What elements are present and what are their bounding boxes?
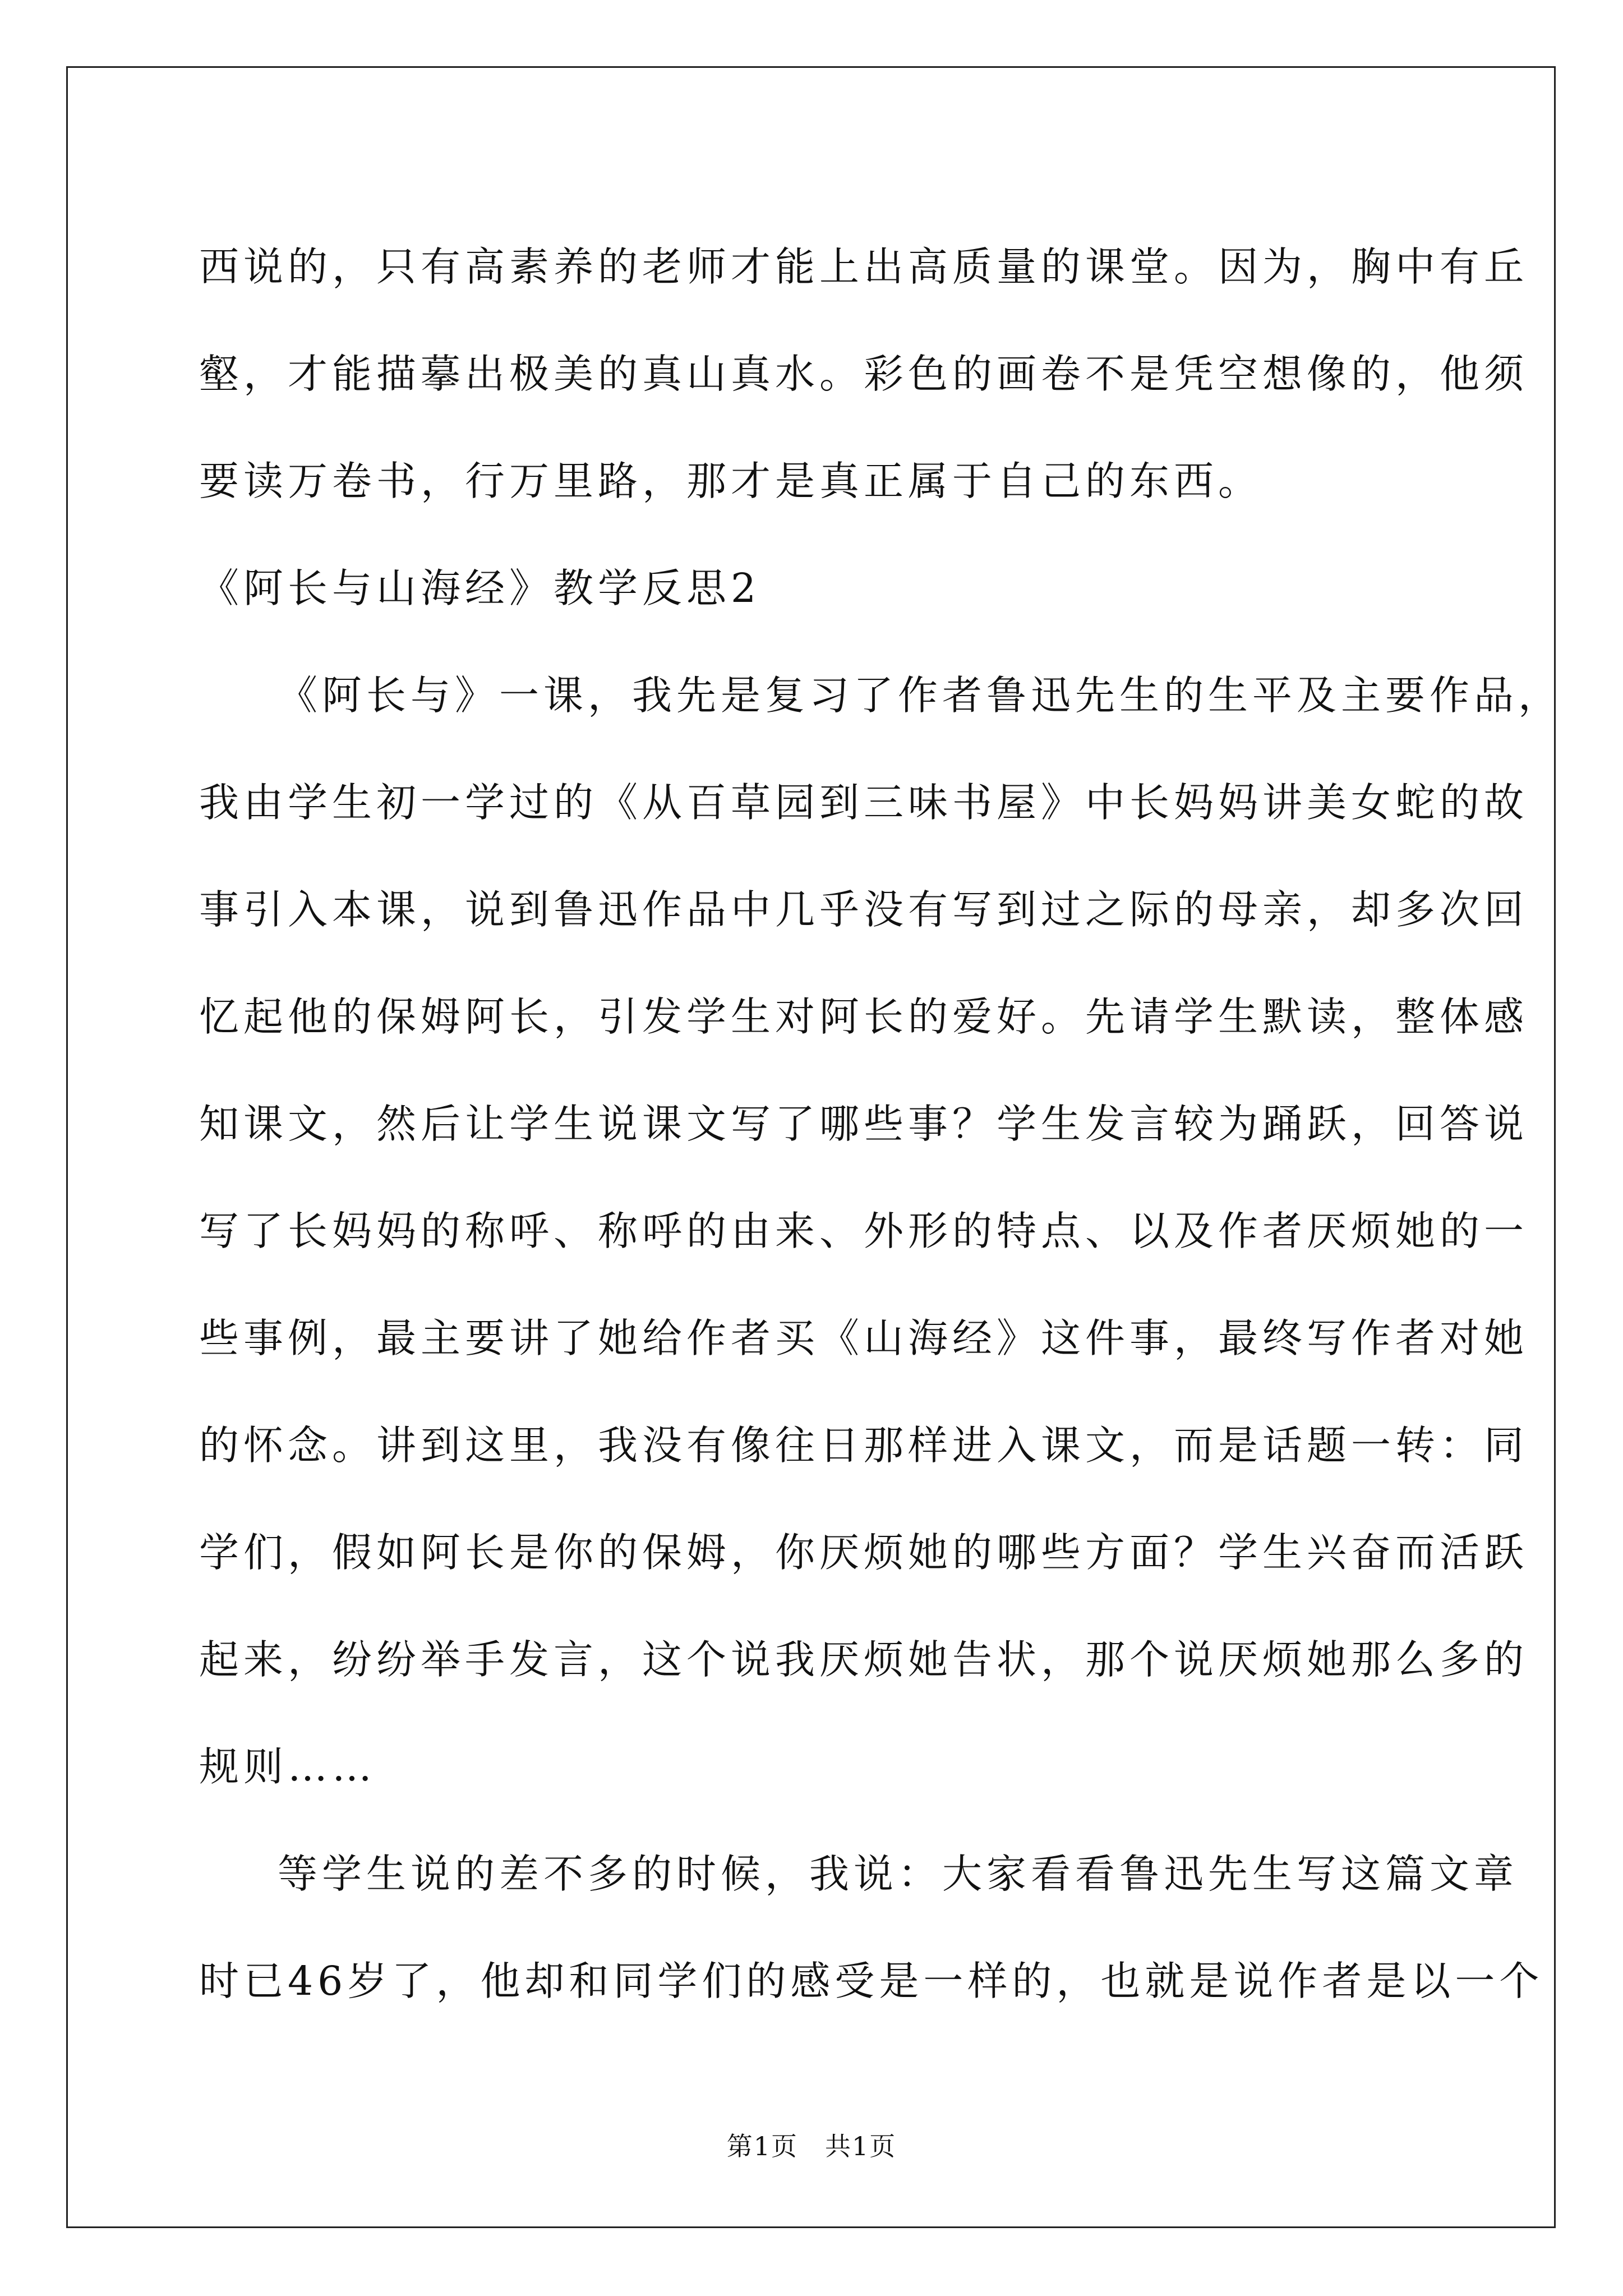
text-line: 忆起他的保姆阿长，引发学生对阿长的爱好。先请学生默读，整体感 [199, 993, 1529, 1040]
text-line: 知课文，然后让学生说课文写了哪些事？学生发言较为踊跃，回答说 [199, 1101, 1529, 1147]
text-line: 规则…… [199, 1743, 377, 1790]
section-heading: 《阿长与山海经》教学反思2 [199, 565, 761, 611]
text-line: 些事例，最主要讲了她给作者买《山海经》这件事，最终写作者对她 [199, 1315, 1529, 1361]
text-line: 的怀念。讲到这里，我没有像往日那样进入课文，而是话题一转：同 [199, 1422, 1529, 1469]
text-line: 西说的，只有高素养的老师才能上出高质量的课堂。因为，胸中有丘 [199, 243, 1529, 290]
text-line: 学们，假如阿长是你的保姆，你厌烦她的哪些方面？学生兴奋而活跃 [199, 1529, 1529, 1576]
text-line: 我由学生初一学过的《从百草园到三味书屋》中长妈妈讲美女蛇的故 [199, 779, 1529, 826]
text-line: 等学生说的差不多的时候，我说：大家看看鲁迅先生写这篇文章 [278, 1851, 1519, 1897]
text-line: 事引入本课，说到鲁迅作品中几乎没有写到过之际的母亲，却多次回 [199, 886, 1529, 933]
document-body [199, 213, 1563, 2035]
text-line: 《阿长与》一课，我先是复习了作者鲁迅先生的生平及主要作品， [278, 672, 1563, 719]
text-line: 时已46岁了，他却和同学们的感受是一样的，也就是说作者是以一个 [199, 1958, 1544, 2004]
page-number-footer: 第1页 共1页 [726, 2131, 897, 2161]
text-line: 起来，纷纷举手发言，这个说我厌烦她告状，那个说厌烦她那么多的 [199, 1636, 1529, 1683]
text-line: 写了长妈妈的称呼、称呼的由来、外形的特点、以及作者厌烦她的一 [199, 1208, 1529, 1254]
text-line: 要读万卷书，行万里路，那才是真正属于自己的东西。 [199, 458, 1263, 504]
text-line: 壑，才能描摹出极美的真山真水。彩色的画卷不是凭空想像的，他须 [199, 351, 1529, 397]
